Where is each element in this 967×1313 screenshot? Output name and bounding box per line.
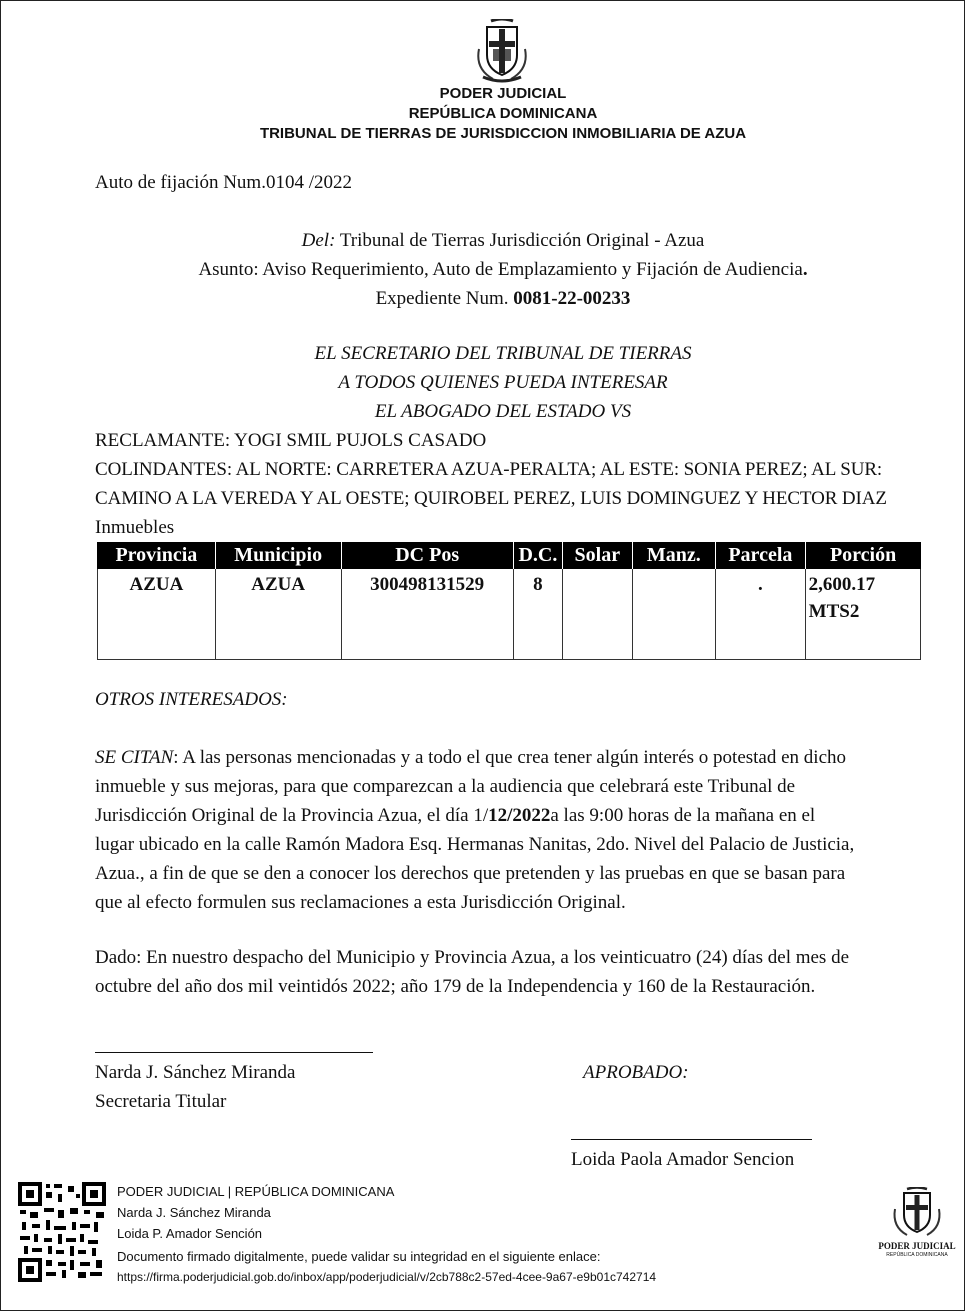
addressee-line-2: A TODOS QUIENES PUEDA INTERESAR xyxy=(338,372,668,393)
right-signature-line xyxy=(571,1139,812,1140)
inmuebles-label: Inmuebles xyxy=(95,517,175,538)
left-signer-title: Secretaria Titular xyxy=(95,1091,227,1112)
col-municipio: Municipio xyxy=(215,542,341,569)
colindantes-line-2: CAMINO A LA VEREDA Y AL OESTE; QUIROBEL PEREZ, LUIS DOMINGUEZ Y HECTOR DIAZ xyxy=(95,488,887,509)
footer-line-1: PODER JUDICIAL | REPÚBLICA DOMINICANA xyxy=(117,1184,395,1199)
col-manz: Manz. xyxy=(632,542,716,569)
table-row xyxy=(98,569,921,660)
dado-line-1: Dado: En nuestro despacho del Municipio y Provincia Azua, a los veinticuatro (24) días del mes de xyxy=(95,947,850,968)
citan-text-1: : A las personas mencionadas y a todo el que crea tener algún interés o potestad en dicho xyxy=(173,747,846,768)
dado-line-2: octubre del año dos mil veintidós 2022; año 179 de la Independencia y 160 de la Restauración. xyxy=(95,976,816,997)
footer-text-block xyxy=(117,1181,857,1288)
citan-line-2: inmueble y sus mejoras, para que comparezcan a la audiencia que celebrará este Tribunal de xyxy=(95,776,796,797)
footer-line-3: Loida P. Amador Sención xyxy=(117,1226,263,1241)
cell-manz xyxy=(632,569,716,660)
citan-line-6: que al efecto formulen sus reclamaciones a esta Jurisdicción Original. xyxy=(95,892,626,913)
col-solar: Solar xyxy=(563,542,632,569)
cell-provincia: AZUA xyxy=(98,569,216,660)
citan-line-1 xyxy=(95,743,913,772)
citan-line-5: Azua., a fin de que se den a conocer los derechos que pretenden y las pruebas en que se basan para xyxy=(95,863,846,884)
header-line-1: PODER JUDICIAL xyxy=(439,85,567,102)
logo-text-1: PODER JUDICIAL xyxy=(878,1241,956,1251)
aprobado-label: APROBADO: xyxy=(583,1062,689,1083)
expediente-label: Expediente Num. xyxy=(375,288,509,309)
addressee-line-1: EL SECRETARIO DEL TRIBUNAL DE TIERRAS xyxy=(314,343,692,364)
cell-dc-pos: 300498131529 xyxy=(341,569,513,660)
otros-interesados: OTROS INTERESADOS: xyxy=(95,689,288,710)
hearing-date-month-year: 12/2022 xyxy=(488,805,551,826)
right-signer-name: Loida Paola Amador Sencion xyxy=(571,1149,795,1170)
header-line-3: TRIBUNAL DE TIERRAS DE JURISDICCION INMOBILIARIA DE AZUA xyxy=(259,125,747,142)
del-line xyxy=(1,226,967,255)
col-parcela: Parcela xyxy=(716,542,806,569)
citan-text-3b: a las 9:00 horas de la mañana en el xyxy=(550,805,816,826)
col-dc: D.C. xyxy=(513,542,562,569)
col-dc-pos: DC Pos xyxy=(341,542,513,569)
reclamante: RECLAMANTE: YOGI SMIL PUJOLS CASADO xyxy=(95,430,487,451)
footer-line-4: Documento firmado digitalmente, puede validar su integridad en el siguiente enlace: xyxy=(117,1249,601,1264)
asunto-dot: . xyxy=(802,259,808,280)
cell-porcion: 2,600.17 MTS2 xyxy=(805,569,920,660)
col-provincia: Provincia xyxy=(98,542,216,569)
coat-of-arms-icon xyxy=(473,19,531,83)
header-line-2: REPÚBLICA DOMINICANA xyxy=(408,105,598,122)
citan-line-4: lugar ubicado en la calle Ramón Madora Esq. Hermanas Nanitas, 2do. Nivel del Palacio de Justicia, xyxy=(95,834,855,855)
citan-text-3a: Jurisdicción Original de la Provincia Azua, el día xyxy=(95,805,474,826)
citan-label: SE CITAN xyxy=(95,747,174,768)
cell-solar xyxy=(563,569,632,660)
cell-parcela: . xyxy=(716,569,806,660)
validation-link[interactable]: https://firma.poderjudicial.gob.do/inbox/app/poderjudicial/v/2cb788c2-57ed-4cee-9a67-e9b01c742714 xyxy=(117,1270,657,1284)
logo-text-2: REPÚBLICA DOMINICANA xyxy=(886,1252,948,1258)
table-header-row xyxy=(98,542,921,569)
qr-code-icon[interactable] xyxy=(18,1182,106,1282)
cell-dc: 8 xyxy=(513,569,562,660)
cell-municipio: AZUA xyxy=(215,569,341,660)
citan-line-3 xyxy=(95,801,913,830)
left-signature-line xyxy=(95,1052,373,1053)
asunto-line xyxy=(1,255,967,284)
col-porcion: Porción xyxy=(805,542,920,569)
del-label: Del: xyxy=(301,230,336,251)
expediente-value: 0081-22-00233 xyxy=(513,288,631,309)
colindantes-line-1: COLINDANTES: AL NORTE: CARRETERA AZUA-PERALTA; AL ESTE: SONIA PEREZ; AL SUR: xyxy=(95,459,883,480)
hearing-date-day: 1/ xyxy=(473,805,489,826)
dado-paragraph xyxy=(95,943,913,1001)
addressee-line-3: EL ABOGADO DEL ESTADO VS xyxy=(374,401,632,422)
expediente-line xyxy=(1,284,967,313)
left-signer-name: Narda J. Sánchez Miranda xyxy=(95,1062,296,1083)
inmuebles-table xyxy=(97,542,921,660)
citan-paragraph xyxy=(95,743,913,917)
poder-judicial-logo-icon xyxy=(889,1187,945,1239)
auto-number: Auto de fijación Num.0104 /2022 xyxy=(95,172,352,193)
asunto-text: Asunto: Aviso Requerimiento, Auto de Emplazamiento y Fijación de Audiencia xyxy=(198,259,803,280)
del-value: Tribunal de Tierras Jurisdicción Original - Azua xyxy=(339,230,705,251)
footer-line-2: Narda J. Sánchez Miranda xyxy=(117,1205,271,1220)
